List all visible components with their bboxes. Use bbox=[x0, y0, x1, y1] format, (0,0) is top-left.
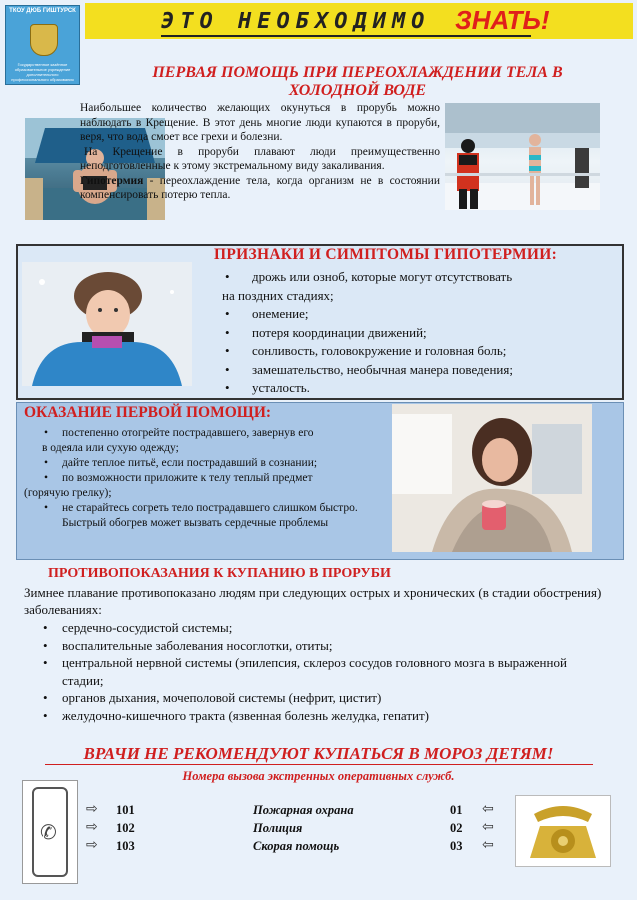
term-hypothermia: Гипотермия bbox=[80, 174, 144, 187]
mobile-phone-icon bbox=[22, 780, 78, 884]
list-item: на поздних стадиях; bbox=[222, 287, 334, 303]
page-title: ПЕРВАЯ ПОМОЩЬ ПРИ ПЕРЕОХЛАЖДЕНИИ ТЕЛА В ХОЛОДНОЙ ВОДЕ bbox=[152, 64, 563, 99]
banner-prefix: ЭТО НЕОБХОДИМО bbox=[161, 9, 431, 34]
service-name: Полиция bbox=[253, 821, 303, 835]
intro-definition bbox=[80, 174, 440, 203]
symptoms-title: ПРИЗНАКИ И СИМПТОМЫ ГИПОТЕРМИИ: bbox=[214, 246, 558, 263]
list-item: • дайте теплое питьё, если пострадавший в сознании; bbox=[44, 457, 318, 469]
arrow-right-icon: ⇨ bbox=[86, 837, 98, 853]
children-warning: ВРАЧИ НЕ РЕКОМЕНДУЮТ КУПАТЬСЯ В МОРОЗ ДЕТЯМ! bbox=[83, 744, 554, 763]
intro-paragraph-2: На Крещение в проруби плавают люди преимущественно неподготовленные к этому экстремальному виду закаливания. bbox=[80, 145, 440, 172]
arrow-left-icon: ⇦ bbox=[482, 819, 494, 835]
list-item: • органов дыхания, мочеполовой системы (нефрит, цистит) bbox=[43, 690, 382, 705]
service-name: Пожарная охрана bbox=[253, 803, 354, 817]
organization-logo bbox=[5, 5, 80, 85]
first-aid-list bbox=[24, 426, 375, 531]
logo-caption: Государственное казённое образовательное учреждение дополнительного профессионального образования bbox=[11, 62, 74, 82]
list-item: • по возможности приложите к телу теплый предмет bbox=[44, 472, 313, 484]
list-item: • дрожь или озноб, которые могут отсутствовать bbox=[225, 269, 513, 284]
arrow-left-icon: ⇦ bbox=[482, 837, 494, 853]
arrow-right-icon: ⇨ bbox=[86, 819, 98, 835]
header-banner bbox=[85, 3, 633, 39]
banner-underline bbox=[161, 35, 531, 37]
landline-number: 03 bbox=[450, 839, 463, 853]
mobile-number: 103 bbox=[116, 839, 135, 853]
arrow-right-icon: ⇨ bbox=[86, 801, 98, 817]
logo-top-text: ТКОУ ДЮБ ГИШТУРСК bbox=[9, 8, 76, 14]
handset-icon: ✆ bbox=[40, 820, 57, 844]
first-aid-title: ОКАЗАНИЕ ПЕРВОЙ ПОМОЩИ: bbox=[24, 404, 272, 421]
list-item: • сердечно-сосудистой системы; bbox=[43, 620, 233, 635]
list-item: • сонливость, головокружение и головная боль; bbox=[225, 343, 507, 358]
list-item: (горячую грелку); bbox=[24, 487, 112, 499]
intro-paragraph-1: Наибольшее количество желающих окунуться в прорубь можно наблюдать в Крещение. В этот день многие люди купаются в проруби, веря, что вода смоет все грехи и болезни. bbox=[80, 102, 440, 143]
landline-phone-icon bbox=[515, 795, 611, 867]
service-name: Скорая помощь bbox=[253, 839, 340, 853]
contraindications-list bbox=[40, 619, 600, 724]
list-item: в одеяла или сухую одежду; bbox=[42, 442, 179, 454]
emergency-title: Номера вызова экстренных оперативных служб. bbox=[182, 769, 455, 783]
list-item: • центральной нервной системы (эпилепсия, склероз сосудов головного мозга в выраженной стадии; bbox=[43, 655, 567, 688]
photo-winter-swimmers bbox=[445, 103, 600, 210]
arrow-left-icon: ⇦ bbox=[482, 801, 494, 817]
list-item: • не старайтесь согреть тело пострадавшего слишком быстро. Быстрый обогрев может вызвать сердечные проблемы bbox=[44, 502, 358, 529]
definition-text: - переохлаждение тела, когда организм не в состоянии компенсировать потерю тепла. bbox=[80, 174, 440, 201]
symptoms-list bbox=[222, 268, 602, 398]
photo-woman-in-blanket bbox=[392, 404, 592, 552]
contraindications-intro: Зимнее плавание противопоказано людям при следующих острых и хронических (в стадии обострения) заболеваниях: bbox=[24, 585, 602, 617]
crest-icon bbox=[30, 24, 58, 56]
landline-number: 02 bbox=[450, 821, 463, 835]
photo-cold-child bbox=[22, 262, 192, 386]
warning-underline bbox=[45, 764, 593, 765]
list-item: • воспалительные заболевания носоглотки, отиты; bbox=[43, 637, 333, 653]
mobile-number: 101 bbox=[116, 803, 135, 817]
banner-emphasis: ЗНАТЬ! bbox=[455, 5, 550, 35]
mobile-number: 102 bbox=[116, 821, 135, 835]
list-item: • замешательство, необычная манера поведения; bbox=[225, 361, 513, 377]
contraindications-title: ПРОТИВОПОКАЗАНИЯ К КУПАНИЮ В ПРОРУБИ bbox=[48, 566, 391, 581]
list-item: • усталость. bbox=[225, 380, 310, 395]
landline-number: 01 bbox=[450, 803, 463, 817]
intro-text bbox=[80, 101, 440, 203]
list-item: • потеря координации движений; bbox=[225, 324, 427, 340]
list-item: • постепенно отогрейте пострадавшего, завернув его bbox=[44, 427, 314, 439]
list-item: • онемение; bbox=[225, 306, 309, 321]
list-item: • желудочно-кишечного тракта (язвенная болезнь желудка, гепатит) bbox=[43, 707, 429, 723]
